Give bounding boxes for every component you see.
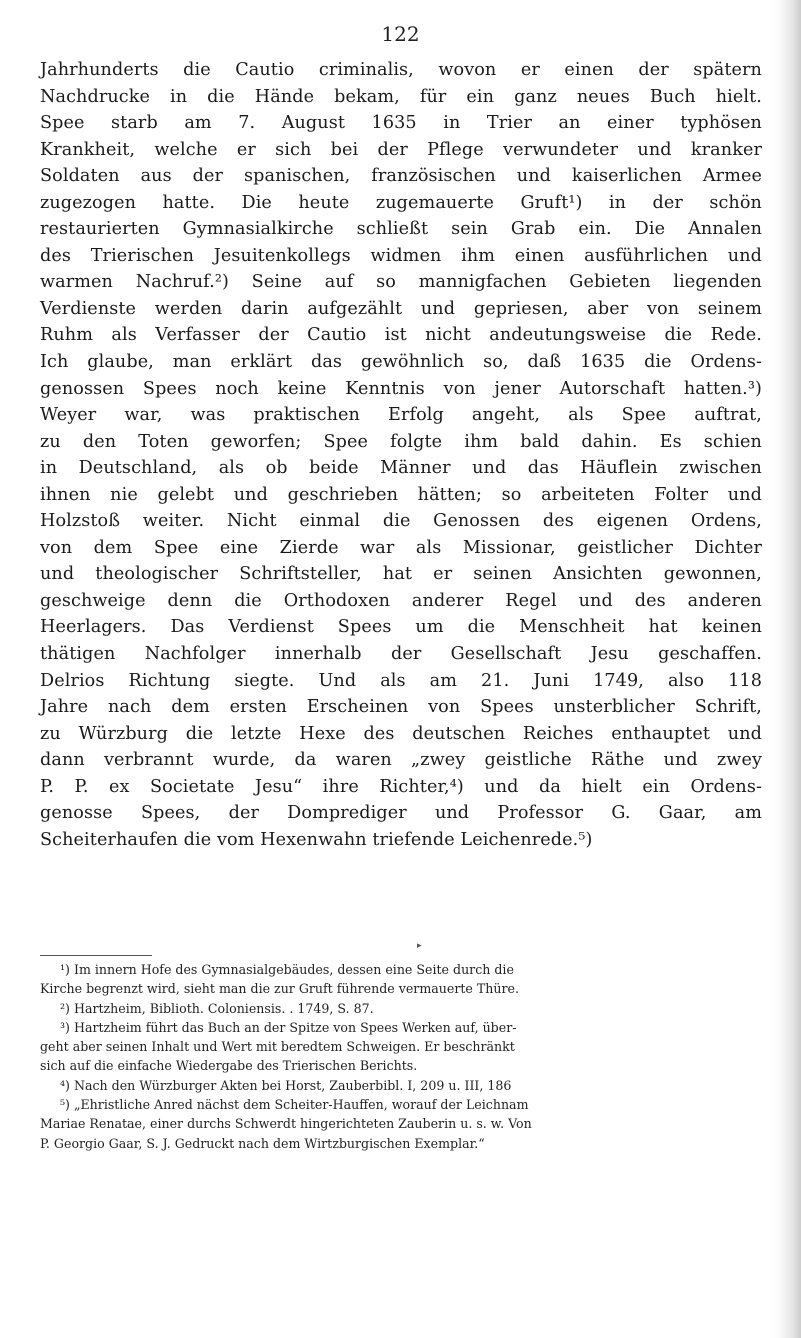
text-line: und theologischer Schriftsteller, hat er seinen Ansichten gewonnen, <box>40 564 762 585</box>
footnote-line: ²) Hartzheim, Biblioth. Coloniensis. . 1749, S. 87. <box>60 1000 374 1016</box>
footnote <box>40 1095 762 1153</box>
footnote-rule <box>40 955 152 956</box>
text-line: von dem Spee eine Zierde war als Missionar, geistlicher Dichter <box>40 537 762 558</box>
text-line: zu den Toten geworfen; Spee folgte ihm bald dahin. Es schien <box>40 431 762 452</box>
footnote-line: ³) Hartzheim führt das Buch an der Spitze von Spees Werken auf, über- <box>60 1019 517 1035</box>
footnotes <box>40 960 762 1153</box>
page-edge-shadow <box>779 0 801 1338</box>
main-text <box>40 57 762 853</box>
text-line: Ich glaube, man erklärt das gewöhnlich so, daß 1635 die Ordens- <box>40 352 762 373</box>
footnote-line: ⁵) „Ehristliche Anred nächst dem Scheiter-Hauffen, worauf der Leichnam <box>60 1097 529 1113</box>
text-line: des Trierischen Jesuitenkollegs widmen ihm einen ausführlichen und <box>40 245 762 266</box>
text-line: Verdienste werden darin aufgezählt und gepriesen, aber von seinem <box>40 298 762 319</box>
footnote <box>40 1076 762 1095</box>
footnote-line: Kirche begrenzt wird, sieht man die zur Gruft führende vermauerte Thüre. <box>40 981 519 997</box>
section-mark: ▸ <box>417 941 422 951</box>
text-line: Soldaten aus der spanischen, französischen und kaiserlichen Armee <box>40 166 762 187</box>
text-line: Heerlagers. Das Verdienst Spees um die Menschheit hat keinen <box>40 617 762 638</box>
text-line: thätigen Nachfolger innerhalb der Gesellschaft Jesu geschaffen. <box>40 644 762 665</box>
text-line: genossen Spees noch keine Kenntnis von jener Autorschaft hatten.³) <box>40 378 762 399</box>
text-line: Weyer war, was praktischen Erfolg angeht, als Spee auftrat, <box>40 405 762 426</box>
footnote-line: sich auf die einfache Wiedergabe des Trierischen Berichts. <box>40 1058 418 1074</box>
footnote-line: ¹) Im innern Hofe des Gymnasialgebäudes, dessen eine Seite durch die <box>60 962 514 977</box>
text-line: Krankheit, welche er sich bei der Pflege verwundeter und kranker <box>40 139 762 160</box>
text-line: Holzstoß weiter. Nicht einmal die Genossen des eigenen Ordens, <box>40 511 762 532</box>
text-line: Ruhm als Verfasser der Cautio ist nicht andeutungsweise die Rede. <box>40 325 762 346</box>
footnote-line: geht aber seinen Inhalt und Wert mit beredtem Schweigen. Er beschränkt <box>40 1039 515 1055</box>
text-line: zugezogen hatte. Die heute zugemauerte Gruft¹) in der schön <box>40 192 762 213</box>
footnote-line: Mariae Renatae, einer durchs Schwerdt hingerichteten Zauberin u. s. w. Von <box>40 1116 532 1132</box>
text-line: P. P. ex Societate Jesu“ ihre Richter,⁴) und da hielt ein Ordens- <box>40 776 762 797</box>
text-line: warmen Nachruf.²) Seine auf so mannigfachen Gebieten liegenden <box>40 272 762 293</box>
footnote <box>40 960 762 999</box>
text-line: ihnen nie gelebt und geschrieben hätten; so arbeiteten Folter und <box>40 484 762 505</box>
text-line: Nachdrucke in die Hände bekam, für ein ganz neues Buch hielt. <box>40 86 762 107</box>
footnote <box>40 999 762 1018</box>
text-line: zu Würzburg die letzte Hexe des deutschen Reiches enthauptet und <box>40 723 762 744</box>
text-line: dann verbrannt wurde, da waren „zwey geistliche Räthe und zwey <box>40 750 762 771</box>
footnote-line: ⁴) Nach den Würzburger Akten bei Horst, Zauberbibl. I, 209 u. III, 186 <box>60 1077 512 1093</box>
footnote <box>40 1018 762 1076</box>
text-line: geschweige denn die Orthodoxen anderer Regel und des anderen <box>40 590 762 611</box>
page-number: 122 <box>381 22 420 46</box>
text-line: Spee starb am 7. August 1635 in Trier an einer typhösen <box>40 113 762 134</box>
text-line: Scheiterhaufen die vom Hexenwahn triefende Leichenrede.⁵) <box>40 829 593 850</box>
paragraph <box>40 57 762 853</box>
text-line: restaurierten Gymnasialkirche schließt sein Grab ein. Die Annalen <box>40 219 762 240</box>
text-line: Jahrhunderts die Cautio criminalis, wovon er einen der spätern <box>40 60 762 80</box>
footnote-line: P. Georgio Gaar, S. J. Gedruckt nach dem Wirtzburgischen Exemplar.“ <box>40 1135 485 1151</box>
text-line: in Deutschland, als ob beide Männer und das Häuflein zwischen <box>40 458 762 479</box>
text-line: Jahre nach dem ersten Erscheinen von Spees unsterblicher Schrift, <box>40 697 762 718</box>
text-line: genosse Spees, der Domprediger und Professor G. Gaar, am <box>40 803 762 824</box>
text-line: Delrios Richtung siegte. Und als am 21. Juni 1749, also 118 <box>40 670 762 691</box>
